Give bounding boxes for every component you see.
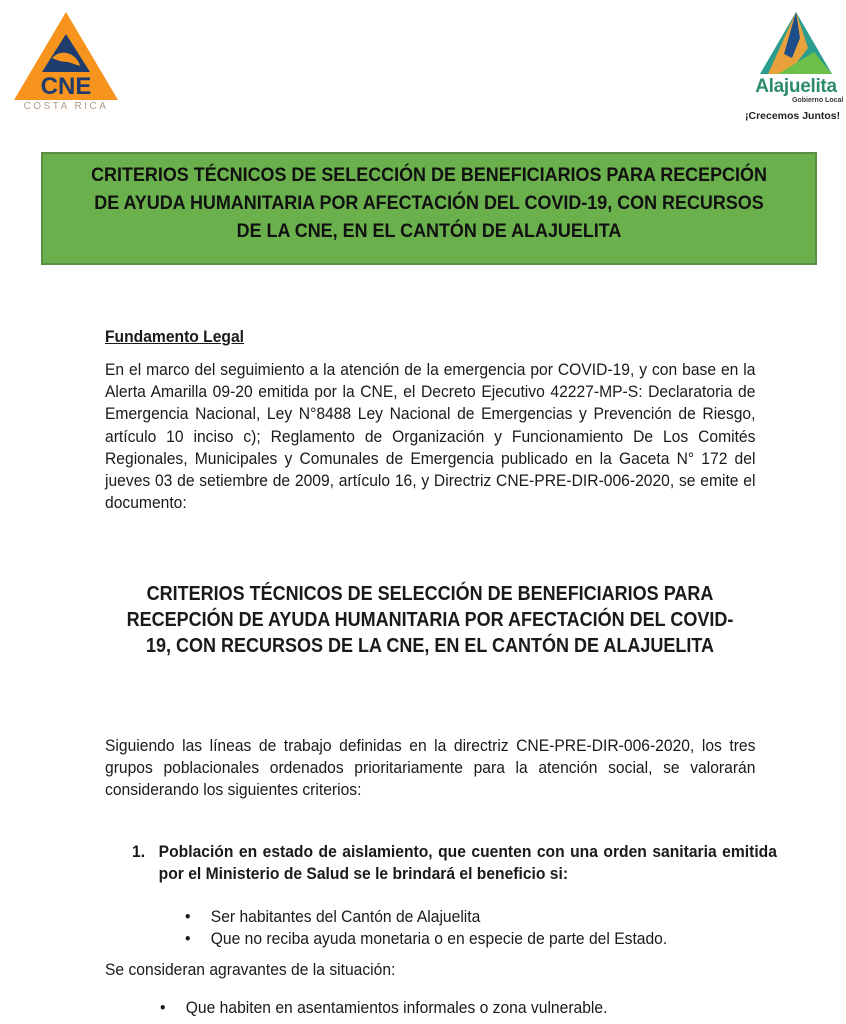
criterion-text: Población en estado de aislamiento, que cuenten con una orden sanitaria emitida por el Ministerio de Salud se le brindará el beneficio si: (158, 842, 777, 884)
cne-caption: COSTA RICA (23, 101, 109, 112)
condition-item (185, 906, 667, 928)
alajuelita-emblem-icon (748, 8, 844, 78)
aggravating-text: Que habiten en asentamientos informales o zona vulnerable. (185, 998, 608, 1017)
aggravating-item (160, 997, 607, 1019)
cne-triangle-icon (10, 8, 122, 108)
aggravating-label: Se consideran agravantes de la situación: (105, 960, 396, 979)
title-banner (41, 152, 817, 265)
legal-heading: Fundamento Legal (105, 327, 245, 346)
document-title: CRITERIOS TÉCNICOS DE SELECCIÓN DE BENEFICIARIOS PARA RECEPCIÓN DE AYUDA HUMANITARIA POR AFECTACIÓN DEL COVID-19, CON RECURSOS DE LA CNE, EN EL CANTÓN DE ALAJUELITA (126, 583, 734, 657)
bullet-icon: • (185, 907, 191, 926)
criterion-item (132, 841, 777, 885)
legal-paragraph: En el marco del seguimiento a la atención de la emergencia por COVID-19, y con base en la Alerta Amarilla 09-20 emitida por la CNE, el Decreto Ejecutivo 42227-MP-S: Declaratoria de Emergencia Nacional, Ley N°8488 Ley Nacional de Emergencias y Prevención de Riesgo, artículo 10 inciso c); Reglamento de Organización y Funcionamiento De Los Comités Regionales, Municipales y Comunales de Emergencia publicado en la Gaceta N° 172 del jueves 03 de setiembre de 2009, artículo 16, y Directriz CNE-PRE-DIR-006-2020, se emite el documento: (105, 360, 756, 513)
bullet-icon: • (185, 929, 191, 949)
condition-text: Ser habitantes del Cantón de Alajuelita (210, 907, 481, 926)
intro-paragraph: Siguiendo las líneas de trabajo definidas en la directriz CNE-PRE-DIR-006-2020, los tres grupos poblacionales ordenados prioritariamente para la atención social, se valorarán considerando los siguientes criterios: (105, 736, 756, 800)
alajuelita-slogan: ¡Crecemos Juntos! (745, 110, 841, 122)
criterion-number: 1. (132, 842, 146, 861)
cne-logo-text: CNE (40, 73, 92, 100)
banner-title: CRITERIOS TÉCNICOS DE SELECCIÓN DE BENEFICIARIOS PARA RECEPCIÓN DE AYUDA HUMANITARIA POR AFECTACIÓN DEL COVID-19, CON RECURSOS DE LA CNE, EN EL CANTÓN DE ALAJUELITA (91, 163, 767, 242)
conditions-list (185, 906, 667, 950)
bullet-icon: • (160, 998, 166, 1017)
alajuelita-subtitle: Gobierno Local (792, 97, 844, 104)
aggravating-list (160, 997, 607, 1019)
condition-text: Que no reciba ayuda monetaria o en especie de parte del Estado. (210, 929, 668, 949)
condition-item (185, 928, 667, 950)
alajuelita-name: Alajuelita (755, 76, 837, 97)
